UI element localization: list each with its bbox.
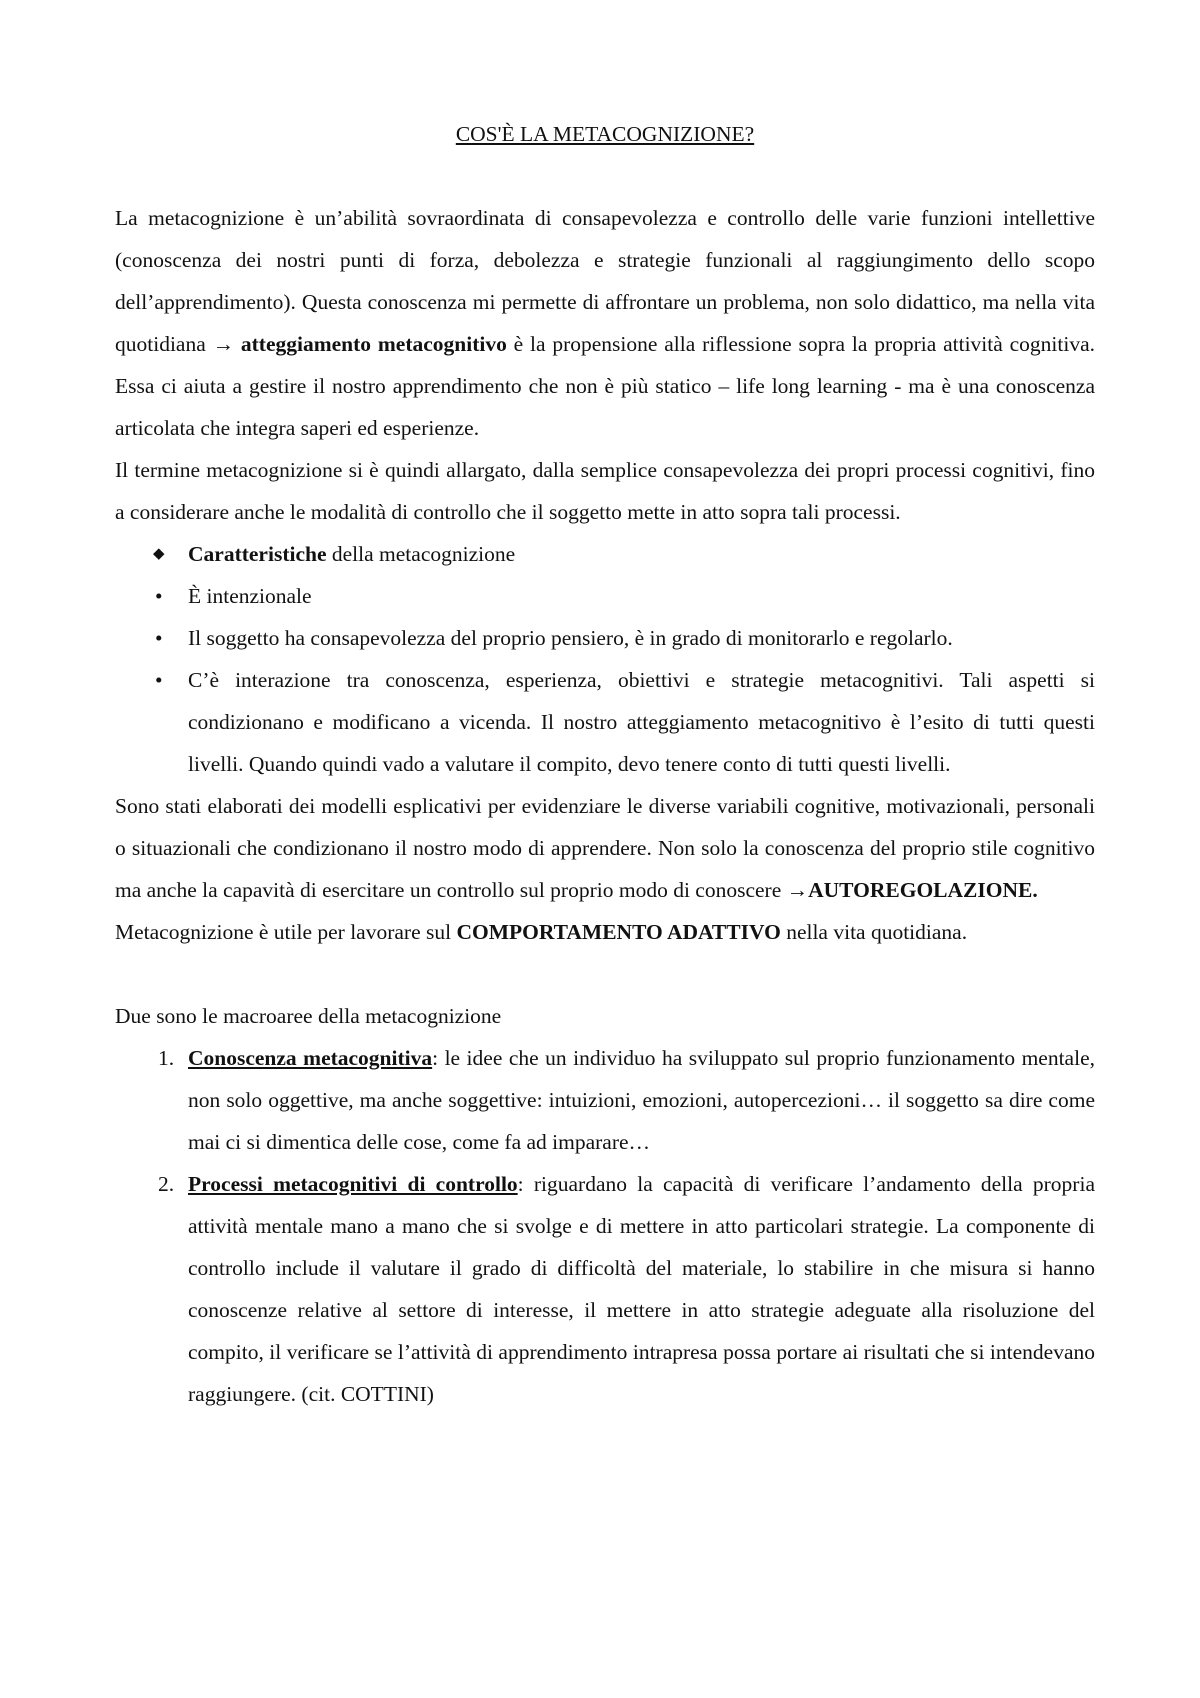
- bullet-icon: •: [155, 626, 163, 650]
- bullet-icon: •: [155, 584, 163, 608]
- list-number: 1.: [158, 1046, 175, 1070]
- adaptive-bold-term: COMPORTAMENTO ADATTIVO: [456, 920, 781, 944]
- characteristics-heading: [115, 533, 1095, 575]
- list-item: [115, 617, 1095, 659]
- macro-term: Processi metacognitivi di controllo: [188, 1172, 518, 1196]
- diamond-bullet-icon: ◆: [153, 546, 165, 562]
- intro-text-1: La metacognizione è un’abilità sovraordinata di consapevolezza e controllo delle varie funzioni intellettive (conoscenza dei nostri punti di forza, debolezza e strategie funzionali al raggiungimento dello scopo dell’apprendimento). Questa conoscenza mi permette di affrontare un problema, non solo didattico, ma nella vita quotidiana →: [115, 206, 1095, 356]
- macro-intro: Due sono le macroaree della metacognizione: [115, 1004, 502, 1028]
- list-item-text: È intenzionale: [188, 584, 312, 608]
- list-item: [115, 1037, 1095, 1163]
- list-number: 2.: [158, 1172, 175, 1196]
- macro-text: : riguardano la capacità di verificare l’andamento della propria attività mentale mano a mano che si svolge e di mettere in atto particolari strategie. La componente di controllo include il valutare il grado di difficoltà del materiale, lo stabilire in che misura si hanno conoscenze relative al settore di interesse, il mettere in atto strategie adeguate alla risoluzione del compito, il verificare se l’attività di apprendimento intrapresa possa portare ai risultati che si intendevano raggiungere. (cit. COTTINI): [188, 1172, 1095, 1406]
- intro-bold-term: atteggiamento metacognitivo: [240, 332, 507, 356]
- list-item: [115, 575, 1095, 617]
- adaptive-pre: Metacognizione è utile per lavorare sul: [115, 920, 457, 944]
- definition-paragraph: Il termine metacognizione si è quindi allargato, dalla semplice consapevolezza dei propri processi cognitivi, fino a considerare anche le modalità di controllo che il soggetto mette in atto sopra tali processi.: [115, 458, 1095, 524]
- models-text: Sono stati elaborati dei modelli esplicativi per evidenziare le diverse variabili cognitive, motivazionali, personali o situazionali che condizionano il nostro modo di apprendere. Non solo la conoscenza del proprio stile cognitivo ma anche la capavità di esercitare un controllo sul proprio modo di conoscere →: [115, 794, 1095, 902]
- models-paragraph: [115, 785, 1095, 911]
- models-bold-term: AUTOREGOLAZIONE.: [808, 878, 1038, 902]
- spacer: [115, 953, 1095, 995]
- macro-term: Conoscenza metacognitiva: [188, 1046, 433, 1070]
- intro-paragraph: [115, 197, 1095, 449]
- list-item: [115, 659, 1095, 785]
- list-item-text: Il soggetto ha consapevolezza del proprio pensiero, è in grado di monitorarlo e regolarlo.: [188, 626, 953, 650]
- macro-text: : le idee che un individuo ha sviluppato sul proprio funzionamento mentale, non solo oggettive, ma anche soggettive: intuizioni, emozioni, autopercezioni… il soggetto sa dire come mai ci si dimentica delle cose, come fa ad imparare…: [188, 1046, 1095, 1154]
- list-item-text: C’è interazione tra conoscenza, esperienza, obiettivi e strategie metacognitivi. Tali aspetti si condizionano e modificano a vicenda. Il nostro atteggiamento metacognitivo è l’esito di tutti questi livelli. Quando quindi vado a valutare il compito, devo tenere conto di tutti questi livelli.: [188, 668, 1095, 776]
- characteristics-bold: Caratteristiche: [188, 542, 327, 566]
- adaptive-paragraph: [115, 911, 1095, 953]
- adaptive-post: nella vita quotidiana.: [780, 920, 968, 944]
- characteristics-list: [115, 575, 1095, 785]
- macro-list: [115, 1037, 1095, 1415]
- characteristics-rest: della metacognizione: [326, 542, 516, 566]
- list-item: [115, 1163, 1095, 1415]
- bullet-icon: •: [155, 668, 163, 692]
- intro-text-2: è la propensione alla riflessione sopra la propria attività cognitiva. Essa ci aiuta a gestire il nostro apprendimento che non è più statico – life long learning - ma è una conoscenza articolata che integra saperi ed esperienze.: [115, 332, 1095, 440]
- page-title: COS'È LA METACOGNIZIONE?: [455, 122, 755, 146]
